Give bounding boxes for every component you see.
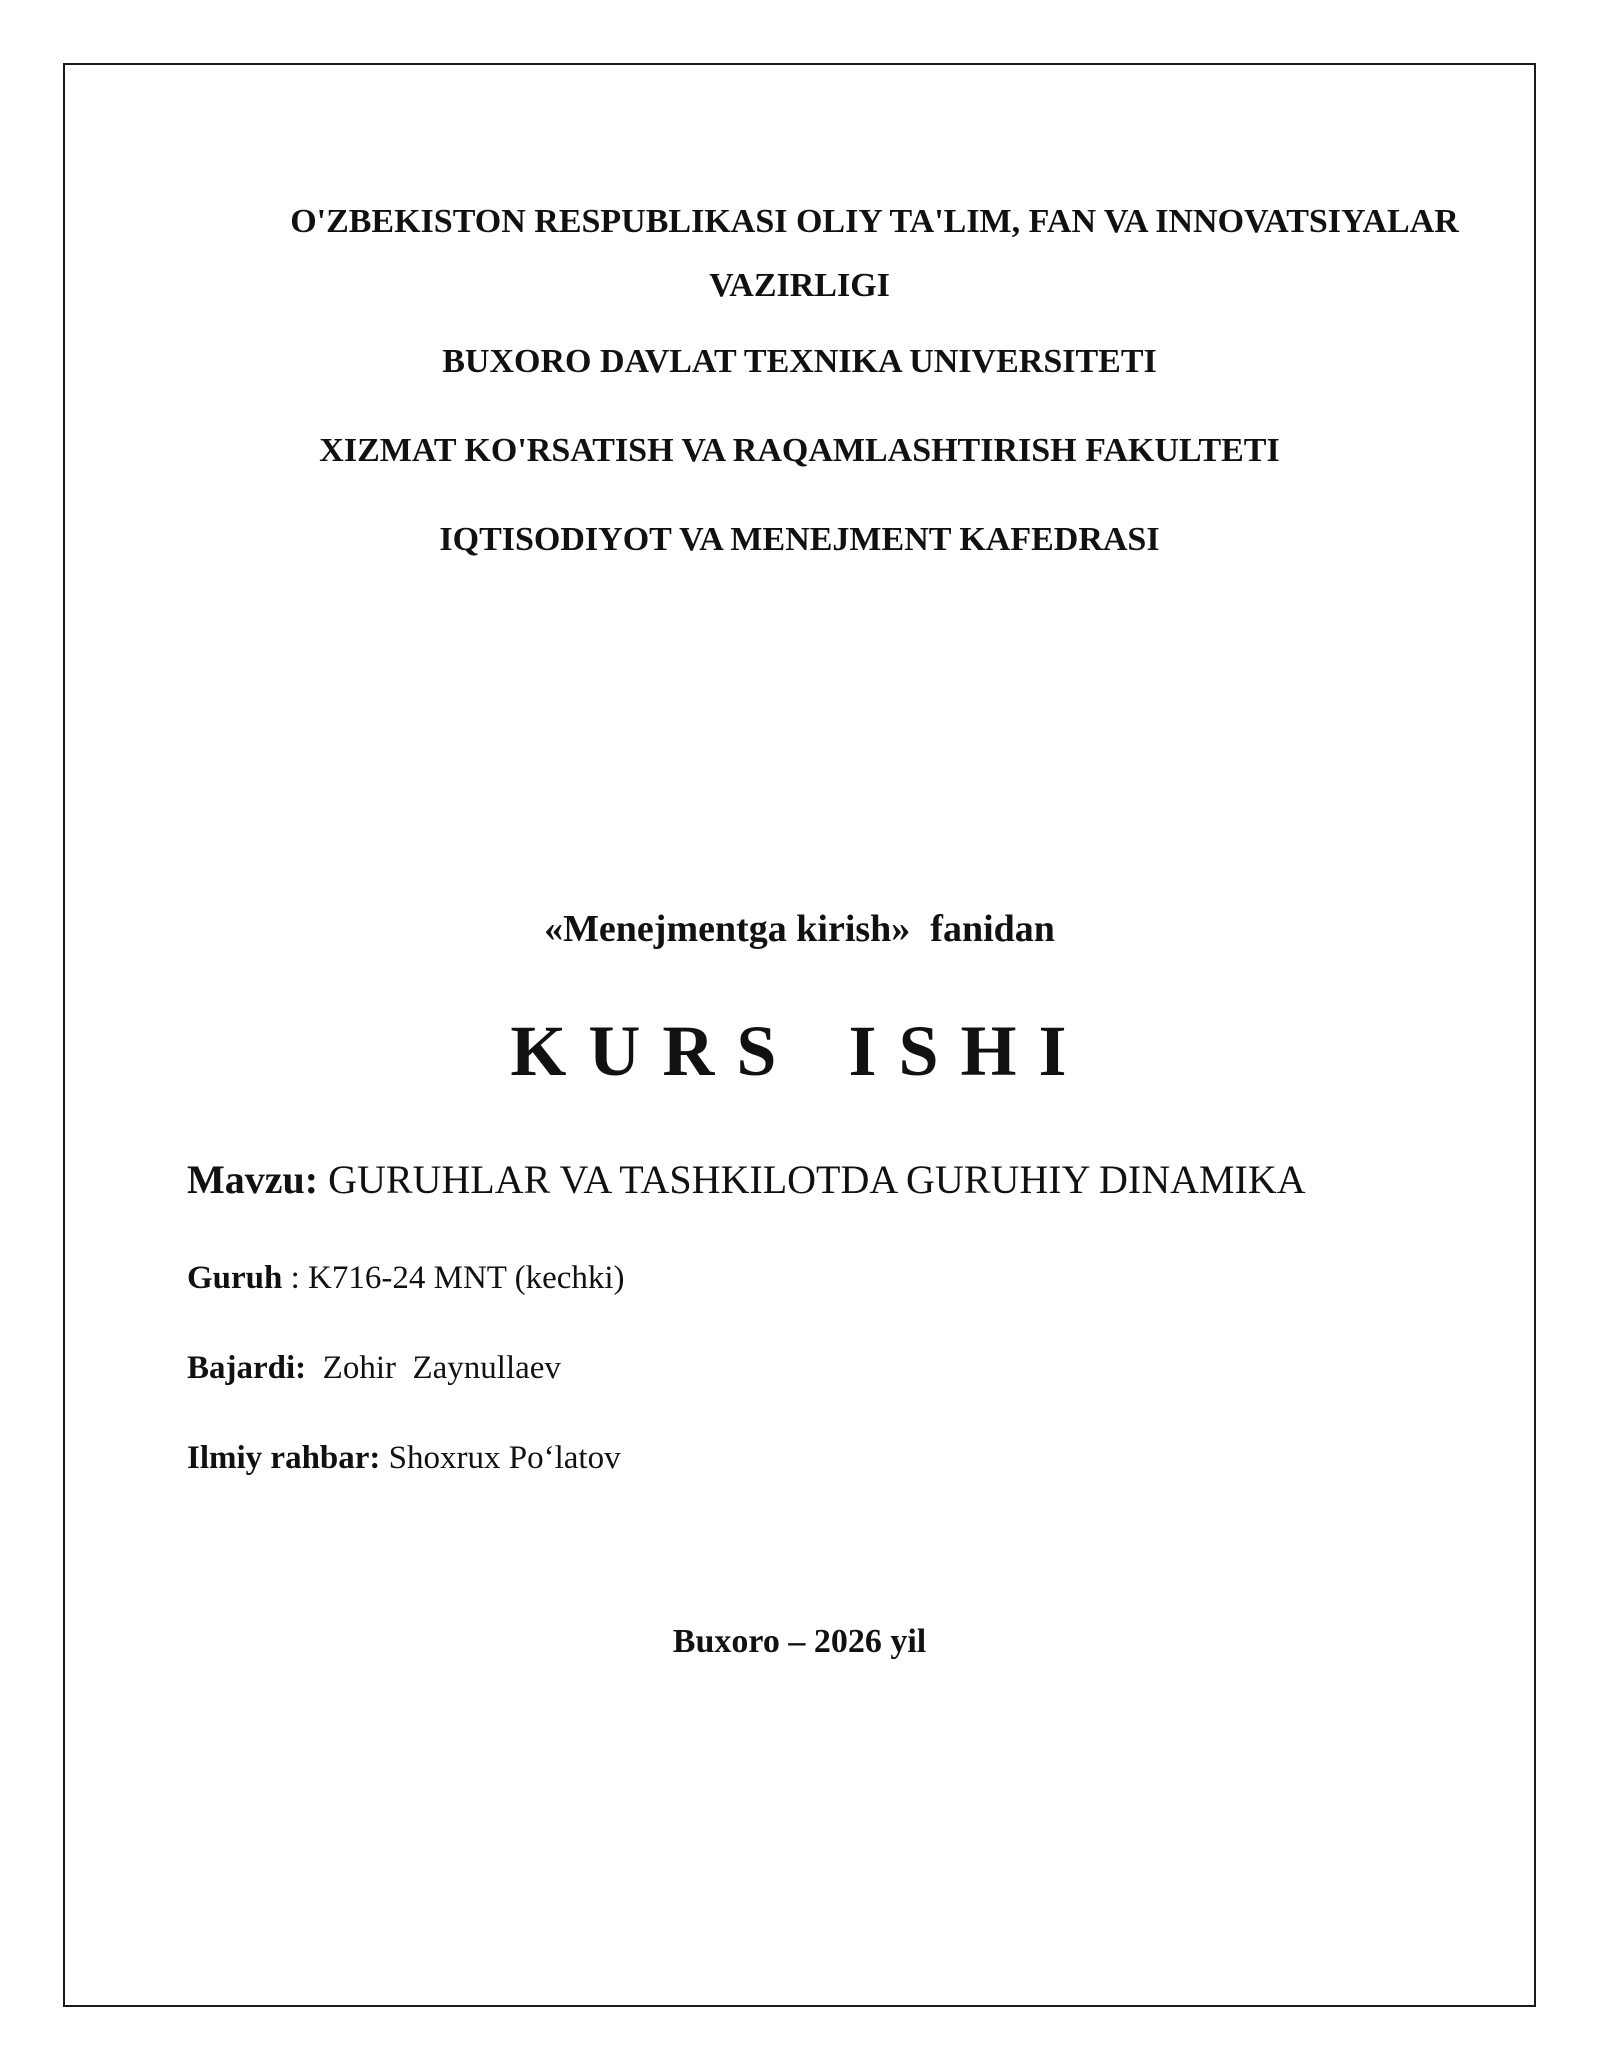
subject-line [63,910,1536,948]
place-and-year: Buxoro – 2026 yil [672,1623,927,1660]
supervisor-label: Ilmiy rahbar: [187,1440,381,1476]
group-value: K716-24 MNT (kechki) [308,1260,625,1296]
subject-name: «Menejmentga kirish» [544,908,911,950]
supervisor-value: Shoxrux Po‘latov [388,1440,621,1476]
work-title-part-2: ISHI [848,1011,1089,1091]
topic-line [187,1157,1306,1202]
work-title-part-1: KURS [510,1011,799,1091]
performer-value: Zohir Zaynullaev [322,1350,561,1386]
ministry-heading [63,190,1536,318]
group-separator: : [282,1260,309,1296]
performer-label: Bajardi: [187,1350,307,1386]
subject-suffix: fanidan [930,908,1055,950]
ministry-line-1: O'ZBEKISTON RESPUBLIKASI OLIY TA'LIM, FAN VA INNOVATSIYALAR [290,203,1459,240]
group-label: Guruh [187,1260,283,1296]
group-line [187,1262,625,1295]
topic-value: GURUHLAR VA TASHKILOTDA GURUHIY DINAMIKA [328,1157,1306,1202]
topic-label: Mavzu: [187,1157,319,1202]
supervisor-line [187,1442,621,1475]
faculty-name: XIZMAT KO'RSATISH VA RAQAMLASHTIRISH FAKULTETI [319,432,1280,469]
department-name: IQTISODIYOT VA MENEJMENT KAFEDRASI [439,521,1160,558]
work-title [63,1011,1536,1091]
university-name: BUXORO DAVLAT TEXNIKA UNIVERSITETI [442,343,1157,380]
ministry-line-2: VAZIRLIGI [709,267,890,304]
performer-line [187,1352,561,1385]
